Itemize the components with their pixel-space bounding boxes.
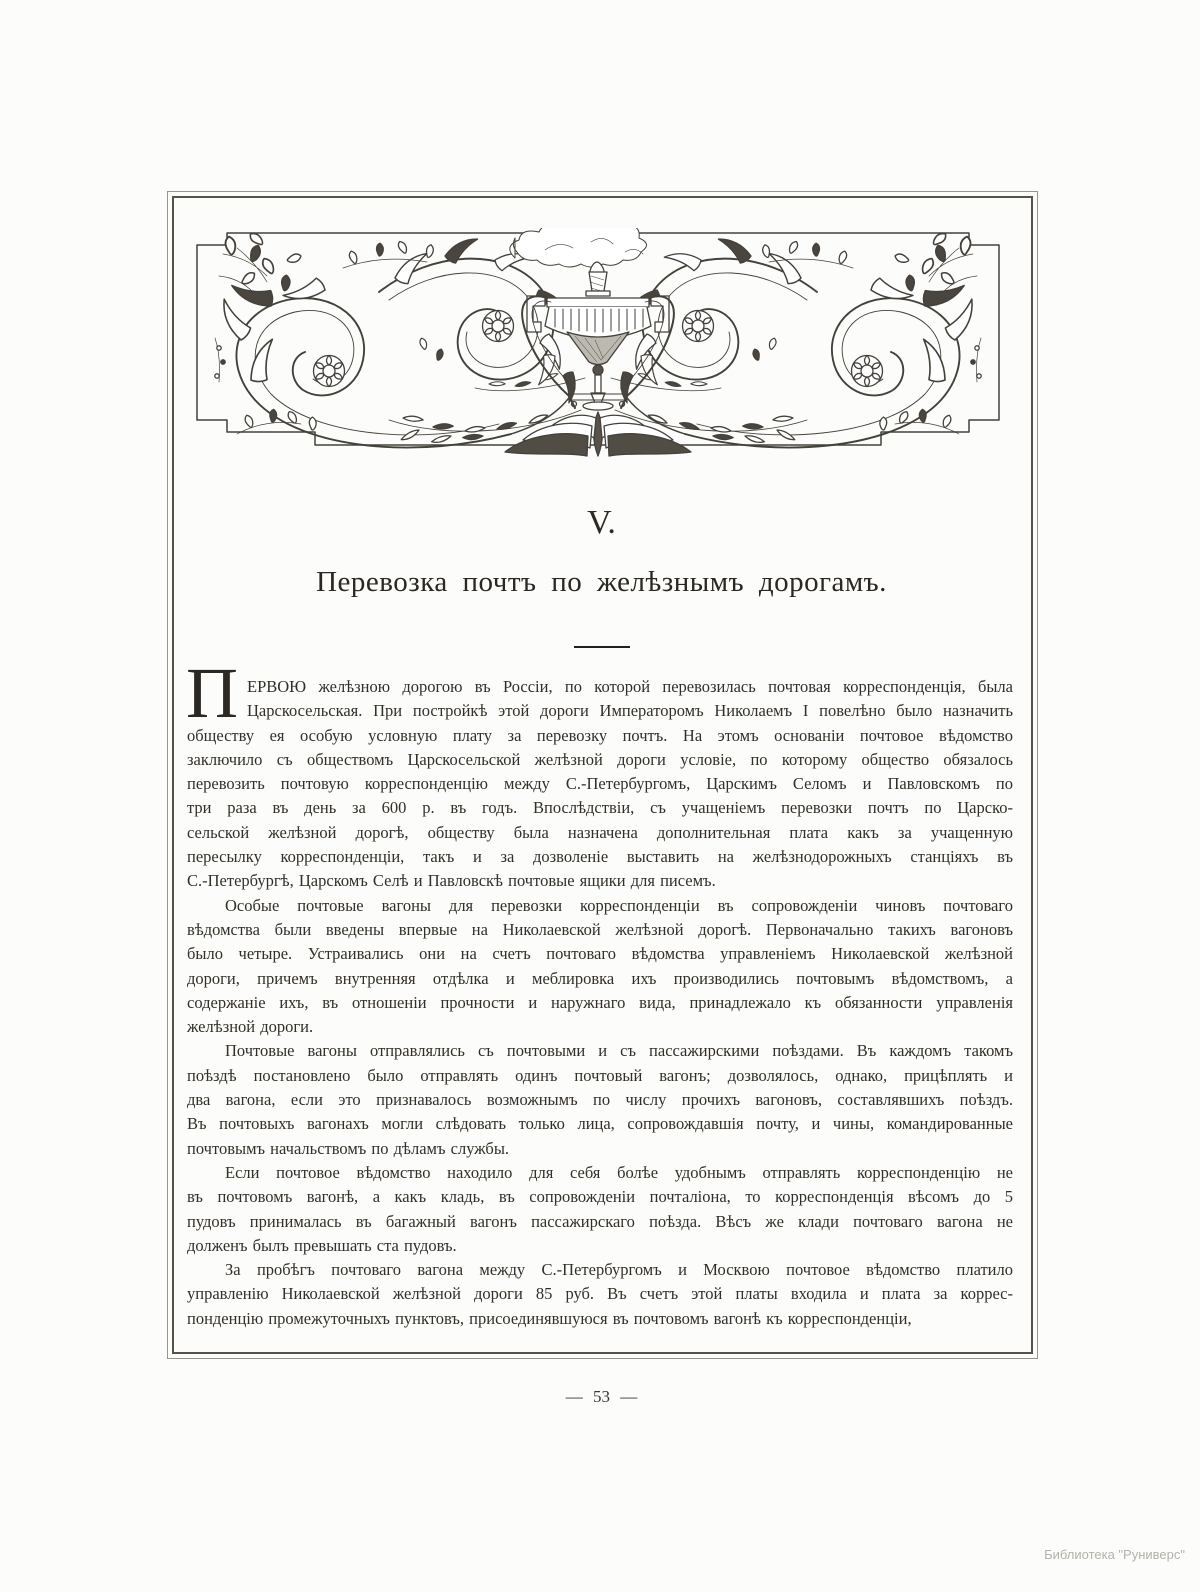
body-line: было четыре. Устраивались они на счетъ почтоваго вѣдомства управленіемъ Николаевской желѣзной [187, 944, 1013, 964]
body-line: содержаніе ихъ, въ отношеніи прочности и наружнаго вида, принадлежало къ обязанности управленія [187, 992, 1013, 1012]
body-line: управленію Николаевской желѣзной дороги 85 руб. Въ счетъ этой платы входила и плата за коррес- [187, 1284, 1013, 1304]
watermark: Библиотека "Руниверс" [1044, 1547, 1185, 1562]
body-line: Если почтовое вѣдомство находило для себя болѣе удобнымъ отправлять корреспонденцію не [225, 1162, 1013, 1182]
body-line: въ почтовомъ вагонѣ, а какъ кладь, въ сопровожденіи почталіона, то корреспонденція вѣсомъ до 5 [187, 1187, 1013, 1207]
body-line: За пробѣгъ почтоваго вагона между С.-Петербургомъ и Москвою почтовое вѣдомство платило [225, 1260, 1013, 1280]
body-line: заключило съ обществомъ Царскосельской желѣзной дороги условіе, по которому общество обязалось [187, 749, 1013, 769]
body-line: Особые почтовые вагоны для перевозки корреспонденціи въ сопровожденіи чиновъ почтоваго [225, 895, 1013, 915]
engraving-acanthus-scroll-urn-icon [193, 228, 1003, 464]
body-line: Царскосельская. При постройкѣ этой дороги Императоромъ Николаемъ I повелѣно было назначить [247, 701, 1013, 721]
title-divider-rule [574, 646, 630, 648]
body-line: ЕРВОЮ желѣзною дорогою въ Россіи, по которой перевозилась почтовая корреспонденція, была [247, 677, 1013, 696]
drop-cap: П [186, 653, 238, 733]
body-text [186, 653, 1013, 1331]
body-line: пересылку корреспонденціи, такъ и за дозволеніе выставить на желѣзнодорожныхъ станціяхъ въ [187, 847, 1013, 867]
body-line: поѣздѣ постановлено было отправлять одинъ почтовый вагонъ; дозволялось, однако, прицѣплять и [187, 1065, 1013, 1085]
paragraph [187, 1258, 1013, 1331]
body-line: перевозить почтовую корреспонденцію между С.-Петербургомъ, Царскимъ Селомъ и Павловскомъ по [187, 774, 1013, 794]
body-line: долженъ былъ превышать ста пудовъ. [187, 1235, 457, 1255]
page-number: — 53 — [565, 1387, 638, 1406]
body-line: два вагона, если это признавалось возможнымъ по числу прочихъ вагоновъ, составлявшихъ поѣздъ. [187, 1090, 1013, 1110]
headpiece-ornament [193, 228, 1003, 464]
chapter-title: Перевозка почтъ по желѣзнымъ дорогамъ. [316, 566, 887, 598]
paragraph [187, 1039, 1013, 1160]
body-line: Почтовые вагоны отправлялись съ почтовыми и съ пассажирскими поѣздами. Въ каждомъ такомъ [225, 1041, 1013, 1061]
body-line: дороги, причемъ внутренняя отдѣлка и меблировка ихъ производились почтовымъ вѣдомствомъ, а [187, 968, 1013, 988]
paragraph [187, 1161, 1013, 1258]
body-line: понденцію промежуточныхъ пунктовъ, присоединявшуюся въ почтовомъ вагонѣ къ корреспонденціи, [187, 1308, 912, 1328]
chapter-number: V. [587, 504, 616, 541]
body-line: три раза въ день за 600 р. въ годъ. Впослѣдствіи, съ учащеніемъ перевозки почтъ по Царско- [187, 798, 1013, 818]
body-line: обществу ея особую условную плату за перевозку почтъ. На этомъ основаніи почтовое вѣдомство [187, 725, 1013, 745]
paragraph [187, 894, 1013, 1040]
body-line: почтовымъ начальствомъ по дѣламъ службы. [187, 1138, 510, 1158]
body-line: сельской желѣзной дорогѣ, обществу была назначена дополнительная плата какъ за учащенную [187, 822, 1013, 842]
body-line: желѣзной дороги. [187, 1017, 314, 1037]
body-line: Въ почтовыхъ вагонахъ могли слѣдовать только лица, сопровождавшія почту, и чины, командированные [187, 1114, 1013, 1134]
body-line: вѣдомства были введены впервые на Николаевской желѣзной дорогѣ. Первоначально такихъ вагоновъ [187, 919, 1013, 939]
paragraph [186, 653, 1013, 894]
body-line: С.-Петербургѣ, Царскомъ Селѣ и Павловскѣ почтовые ящики для писемъ. [187, 871, 716, 891]
body-line: пудовъ принималась въ багажный вагонъ пассажирскаго поѣзда. Вѣсъ же клади почтоваго вагона не [187, 1211, 1013, 1231]
